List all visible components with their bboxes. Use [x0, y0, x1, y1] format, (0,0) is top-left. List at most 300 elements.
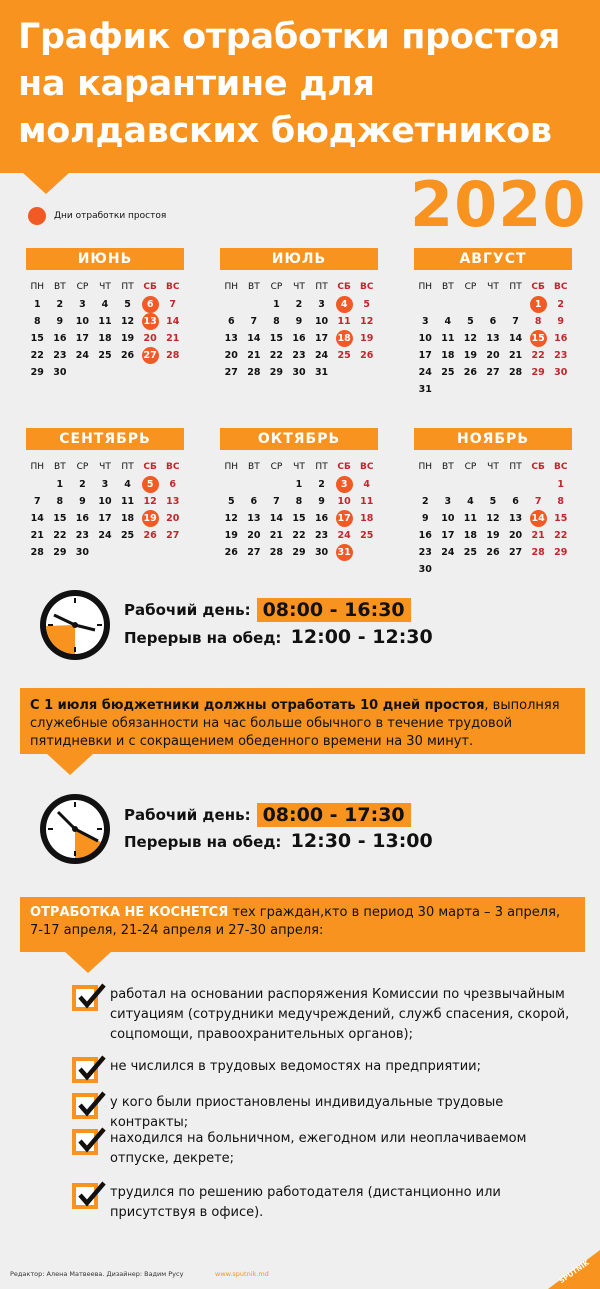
list-item [72, 1183, 572, 1223]
work-label: Рабочий день: [124, 806, 251, 824]
calendar-day: 13 [486, 333, 500, 344]
list-item-text: трудился по решению работодателя (дистанционно или присутствуя в офисе). [110, 1185, 501, 1220]
calendar-day [333, 544, 356, 561]
calendar-day: 30 [75, 547, 90, 558]
weekday-label: ПН [418, 282, 433, 292]
calendar-day: 9 [56, 316, 64, 327]
calendar-day: 2 [557, 299, 565, 310]
calendar-day: 22 [53, 530, 67, 541]
marked-day: 13 [142, 313, 159, 330]
calendar-day [333, 510, 356, 527]
calendar-day: 23 [418, 547, 432, 558]
weekday-label: ПН [224, 462, 239, 472]
calendar-day: 22 [554, 530, 568, 541]
work-hours-before [124, 598, 411, 622]
marked-day: 19 [142, 510, 159, 527]
calendar-day: 14 [508, 333, 523, 344]
calendar-day: 18 [463, 530, 478, 541]
month-july [220, 248, 378, 381]
weekday-label: СР [270, 282, 283, 292]
calendar-day: 5 [363, 299, 371, 310]
exemption-pointer [64, 951, 112, 973]
calendar-day: 29 [30, 367, 44, 378]
calendar-day: 13 [224, 333, 238, 344]
empty-cell [220, 476, 243, 493]
month-october [220, 428, 378, 561]
legend-label: Дни отработки простоя [54, 211, 167, 221]
calendar-day: 6 [227, 316, 235, 327]
calendar-day: 23 [314, 530, 329, 541]
calendar-day: 30 [292, 367, 306, 378]
calendar-day: 18 [441, 350, 455, 361]
calendar-day: 25 [120, 530, 135, 541]
calendar-day: 11 [463, 513, 478, 524]
calendar-day: 9 [421, 513, 429, 524]
marked-day: 5 [142, 476, 159, 493]
work-hours-value: 08:00 - 16:30 [257, 598, 411, 622]
calendar-day: 1 [295, 479, 303, 490]
calendar-day: 14 [269, 513, 284, 524]
marked-day: 4 [336, 296, 353, 313]
list-item [72, 1057, 572, 1083]
weekday-label: ЧТ [293, 462, 305, 472]
calendar-day: 10 [314, 316, 329, 327]
checkbox-icon [72, 1183, 98, 1209]
empty-cell [482, 476, 505, 493]
calendar-day: 24 [75, 350, 90, 361]
clock-icon [38, 792, 112, 866]
empty-cell [504, 296, 527, 313]
weekday-label: ПТ [121, 462, 134, 472]
calendar-day: 4 [444, 316, 452, 327]
weekday-label: ВС [359, 462, 374, 472]
weekday-label: ПТ [509, 462, 522, 472]
calendar-day: 30 [554, 367, 568, 378]
header-banner [0, 0, 600, 173]
weekday-label: ПН [30, 462, 45, 472]
calendar-day: 26 [143, 530, 157, 541]
calendar-day: 20 [224, 350, 238, 361]
break-hours-before [124, 626, 433, 648]
calendar-day: 30 [314, 547, 329, 558]
calendar-day: 5 [489, 496, 497, 507]
logo-text: SPUTNIK [557, 1258, 591, 1286]
calendar-day: 26 [463, 367, 478, 378]
calendar-day: 10 [337, 496, 351, 507]
empty-cell [243, 476, 266, 493]
calendar-day: 4 [101, 299, 109, 310]
calendar-day: 16 [314, 513, 329, 524]
exemption-box [20, 897, 585, 952]
calendar-day: 18 [98, 333, 112, 344]
calendar-day: 19 [360, 333, 374, 344]
calendar-day: 8 [56, 496, 64, 507]
calendar-day: 16 [292, 333, 306, 344]
calendar-day: 20 [247, 530, 261, 541]
calendar-day: 15 [292, 513, 306, 524]
weekday-label: СР [270, 462, 283, 472]
weekday-label: ВТ [54, 282, 66, 292]
month-november [414, 428, 572, 578]
calendar-day: 9 [79, 496, 86, 507]
break-hours-after [124, 830, 433, 852]
calendar-day: 29 [269, 367, 284, 378]
calendar-day [333, 296, 356, 313]
weekday-label: ЧТ [293, 282, 305, 292]
calendar-day: 23 [53, 350, 67, 361]
calendar-day: 17 [98, 513, 112, 524]
calendar-day: 31 [418, 384, 432, 395]
break-hours-value: 12:00 - 12:30 [290, 626, 433, 648]
calendar-day: 25 [441, 367, 455, 378]
marked-day: 6 [142, 296, 159, 313]
calendar-day: 30 [418, 564, 432, 575]
calendar-day: 7 [512, 316, 519, 327]
notice-rest: , выполняя служебные обязанности на час больше обычного в течение трудовой пятидневки и с сокращением обеденного времени на 30 минут. [30, 698, 560, 749]
calendar-day: 16 [554, 333, 568, 344]
calendar-day: 19 [463, 350, 478, 361]
checkbox-icon [72, 985, 98, 1011]
marked-day: 31 [336, 544, 353, 561]
weekday-label: ПН [418, 462, 433, 472]
notice-bold: С 1 июля бюджетники должны отработать 10 дней простоя [30, 698, 485, 713]
calendar-day: 19 [486, 530, 500, 541]
weekday-label: СБ [337, 282, 351, 292]
empty-cell [220, 296, 243, 313]
weekday-label: СБ [143, 462, 157, 472]
calendar-day: 7 [250, 316, 258, 327]
calendar-day: 12 [224, 513, 238, 524]
exemption-highlight: ОТРАБОТКА НЕ КОСНЕТСЯ [30, 905, 229, 920]
calendar-day: 10 [418, 333, 432, 344]
calendar-day: 10 [441, 513, 455, 524]
weekday-label: ВТ [248, 462, 260, 472]
calendar-day: 5 [227, 496, 235, 507]
weekday-label: ПТ [509, 282, 522, 292]
weekday-label: СБ [337, 462, 351, 472]
weekday-label: СР [76, 462, 89, 472]
marked-day: 3 [336, 476, 353, 493]
calendar-grid [26, 279, 184, 381]
list-item [72, 1093, 572, 1133]
calendar-day: 28 [30, 547, 44, 558]
weekday-label: ЧТ [99, 462, 111, 472]
calendar-day: 13 [247, 513, 261, 524]
calendar-day: 26 [224, 547, 238, 558]
calendar-day: 21 [508, 350, 523, 361]
calendar-day [139, 510, 162, 527]
calendar-day: 24 [441, 547, 455, 558]
calendar-grid [26, 459, 184, 561]
calendar-day: 20 [143, 333, 157, 344]
calendar-day: 1 [273, 299, 280, 310]
calendar-day: 27 [486, 367, 500, 378]
calendar-day: 11 [441, 333, 455, 344]
calendar-day: 28 [531, 547, 545, 558]
calendar-day: 6 [250, 496, 258, 507]
calendar-day: 8 [33, 316, 41, 327]
calendar-day: 17 [441, 530, 455, 541]
calendar-day: 19 [224, 530, 238, 541]
calendar-day: 18 [120, 513, 135, 524]
calendar-day: 15 [53, 513, 67, 524]
empty-cell [437, 476, 460, 493]
calendar-day: 30 [53, 367, 67, 378]
list-item-text: у кого были приостановлены индивидуальные трудовые контракты; [110, 1095, 504, 1130]
calendar-grid [414, 459, 572, 578]
calendar-day: 8 [295, 496, 303, 507]
checkbox-icon [72, 1093, 98, 1119]
calendar-day: 12 [463, 333, 478, 344]
marked-day: 18 [336, 330, 353, 347]
calendar-day [139, 476, 162, 493]
calendar-day: 26 [120, 350, 135, 361]
month-august [414, 248, 572, 398]
work-label: Рабочий день: [124, 601, 251, 619]
calendar-day [333, 476, 356, 493]
empty-cell [26, 476, 49, 493]
calendar-day: 9 [318, 496, 325, 507]
calendar-day: 2 [421, 496, 429, 507]
weekday-label: ПТ [315, 282, 328, 292]
work-hours-after [124, 803, 411, 827]
calendar-day: 12 [120, 316, 135, 327]
calendar-day: 21 [269, 530, 284, 541]
calendar-day: 6 [169, 479, 177, 490]
checkbox-icon [72, 1129, 98, 1155]
calendar-day: 24 [98, 530, 112, 541]
checkbox-icon [72, 1057, 98, 1083]
notice-pointer [46, 753, 94, 775]
calendar-day: 2 [295, 299, 303, 310]
calendar-day: 29 [292, 547, 306, 558]
calendar-day: 7 [169, 299, 177, 310]
calendar-day: 2 [56, 299, 64, 310]
weekday-label: СБ [143, 282, 157, 292]
calendar-day: 28 [166, 350, 180, 361]
notice-box [20, 688, 585, 754]
calendar-day: 28 [508, 367, 523, 378]
calendar-day [527, 510, 550, 527]
calendar-day: 29 [53, 547, 67, 558]
empty-cell [482, 296, 505, 313]
calendar-day: 11 [360, 496, 374, 507]
calendar-day: 29 [531, 367, 545, 378]
month-title: АВГУСТ [414, 248, 572, 270]
calendar-day: 25 [360, 530, 374, 541]
month-title: НОЯБРЬ [414, 428, 572, 450]
weekday-label: ВТ [54, 462, 66, 472]
month-title: ИЮЛЬ [220, 248, 378, 270]
calendar-day: 16 [418, 530, 432, 541]
calendar-day: 13 [166, 496, 180, 507]
calendar-day: 4 [124, 479, 131, 490]
calendar-day: 2 [79, 479, 86, 490]
calendar-day: 27 [247, 547, 261, 558]
header-pointer [22, 172, 70, 194]
calendar-day: 24 [418, 367, 432, 378]
weekday-label: ВС [165, 462, 180, 472]
weekday-label: ВТ [442, 282, 454, 292]
month-title: ОКТЯБРЬ [220, 428, 378, 450]
marked-day: 27 [142, 347, 159, 364]
calendar-day: 14 [166, 316, 180, 327]
legend-marker-icon [28, 207, 46, 225]
calendar-day: 3 [101, 479, 109, 490]
calendar-day: 2 [318, 479, 325, 490]
calendar-day: 27 [508, 547, 523, 558]
calendar-day: 23 [75, 530, 90, 541]
calendar-day: 19 [120, 333, 135, 344]
calendar-day: 20 [486, 350, 500, 361]
calendar-day: 22 [30, 350, 44, 361]
calendar-day: 14 [247, 333, 261, 344]
calendar-day: 31 [314, 367, 329, 378]
site-link[interactable]: www.sputnik.md [215, 1270, 269, 1278]
break-label: Перерыв на обед: [124, 833, 282, 851]
legend [28, 207, 166, 225]
calendar-grid [414, 279, 572, 398]
break-hours-value: 12:30 - 13:00 [290, 830, 433, 852]
calendar-day: 12 [143, 496, 157, 507]
weekday-label: ВТ [248, 282, 260, 292]
calendar-day: 21 [30, 530, 44, 541]
empty-cell [265, 476, 288, 493]
calendar-day: 4 [467, 496, 474, 507]
calendar-day: 8 [534, 316, 542, 327]
calendar-day: 22 [269, 350, 284, 361]
weekday-label: ЧТ [487, 282, 499, 292]
break-label: Перерыв на обед: [124, 629, 282, 647]
exemption-rest: тех граждан,кто в период 30 марта – 3 апреля, 7-17 апреля, 21-24 апреля и 27-30 апреля: [30, 905, 561, 938]
page-title [18, 14, 588, 155]
calendar-day: 9 [295, 316, 303, 327]
calendar-day: 5 [124, 299, 131, 310]
calendar-grid [220, 459, 378, 561]
calendar-day: 20 [166, 513, 180, 524]
weekday-label: ПТ [315, 462, 328, 472]
month-title: ИЮНЬ [26, 248, 184, 270]
work-hours-value: 08:00 - 17:30 [257, 803, 411, 827]
weekday-label: ПН [30, 282, 45, 292]
calendar-day: 24 [314, 350, 329, 361]
weekday-label: СР [464, 462, 477, 472]
calendar-day: 24 [337, 530, 351, 541]
calendar-day [139, 347, 162, 364]
calendar-day: 11 [337, 316, 351, 327]
calendar-day [527, 296, 550, 313]
calendar-day: 1 [557, 479, 565, 490]
empty-cell [437, 296, 460, 313]
list-item-text: находился на больничном, ежегодном или неоплачиваемом отпуске, декрете; [110, 1131, 527, 1166]
calendar-day: 21 [247, 350, 261, 361]
empty-cell [459, 296, 482, 313]
list-item-text: не числился в трудовых ведомостях на предприятии; [110, 1059, 482, 1074]
calendar-day: 1 [56, 479, 64, 490]
weekday-label: СБ [531, 462, 545, 472]
calendar-day: 10 [75, 316, 90, 327]
calendar-day: 22 [292, 530, 306, 541]
calendar-day: 15 [30, 333, 44, 344]
marked-day: 15 [530, 330, 547, 347]
weekday-label: ЧТ [487, 462, 499, 472]
empty-cell [414, 476, 437, 493]
calendar-day: 4 [363, 479, 371, 490]
calendar-day: 25 [337, 350, 351, 361]
calendar-day: 26 [486, 547, 500, 558]
calendar-day: 10 [98, 496, 112, 507]
month-title: СЕНТЯБРЬ [26, 428, 184, 450]
weekday-label: ВС [359, 282, 374, 292]
calendar-day: 18 [360, 513, 374, 524]
weekday-label: ПТ [121, 282, 134, 292]
calendar-day: 6 [512, 496, 519, 507]
calendar-day [527, 330, 550, 347]
weekday-label: ПН [224, 282, 239, 292]
empty-cell [414, 296, 437, 313]
weekday-label: СБ [531, 282, 545, 292]
calendar-day: 23 [554, 350, 568, 361]
calendar-day: 7 [534, 496, 542, 507]
calendar-day: 28 [269, 547, 284, 558]
calendar-day: 26 [360, 350, 374, 361]
credits: Редактор: Алена Матвеева. Дизайнер: Вадим Русу [10, 1270, 184, 1278]
month-september [26, 428, 184, 561]
weekday-label: СР [76, 282, 89, 292]
calendar-day: 16 [53, 333, 67, 344]
calendar-day: 6 [489, 316, 497, 327]
empty-cell [504, 476, 527, 493]
calendar-day: 21 [531, 530, 545, 541]
calendar-day: 8 [557, 496, 565, 507]
calendar-day: 15 [269, 333, 284, 344]
empty-cell [243, 296, 266, 313]
weekday-label: ЧТ [99, 282, 111, 292]
calendar-day: 8 [273, 316, 280, 327]
calendar-day: 29 [554, 547, 568, 558]
marked-day: 14 [530, 510, 547, 527]
calendar-day: 3 [318, 299, 325, 310]
calendar-day: 7 [33, 496, 41, 507]
weekday-label: СР [464, 282, 477, 292]
weekday-label: ВС [165, 282, 180, 292]
calendar-day: 27 [224, 367, 238, 378]
calendar-grid [220, 279, 378, 381]
calendar-day: 17 [418, 350, 432, 361]
title-line-1: График отработки простоя [18, 17, 561, 57]
calendar-day: 3 [444, 496, 452, 507]
title-line-3: молдавских бюджетников [18, 111, 552, 151]
calendar-day: 12 [486, 513, 500, 524]
calendar-day: 28 [247, 367, 261, 378]
calendar-day: 23 [292, 350, 306, 361]
list-item [72, 985, 572, 1045]
weekday-label: ВТ [442, 462, 454, 472]
calendar-day [139, 313, 162, 330]
weekday-label: ВС [553, 462, 568, 472]
title-line-2: на карантине для [18, 64, 375, 104]
empty-cell [459, 476, 482, 493]
calendar-day: 20 [508, 530, 523, 541]
calendar-day: 14 [30, 513, 44, 524]
calendar-day: 9 [557, 316, 565, 327]
weekday-label: ВС [553, 282, 568, 292]
list-item [72, 1129, 572, 1169]
calendar-day: 22 [531, 350, 545, 361]
calendar-day [139, 296, 162, 313]
marked-day: 1 [530, 296, 547, 313]
calendar-day: 3 [421, 316, 429, 327]
